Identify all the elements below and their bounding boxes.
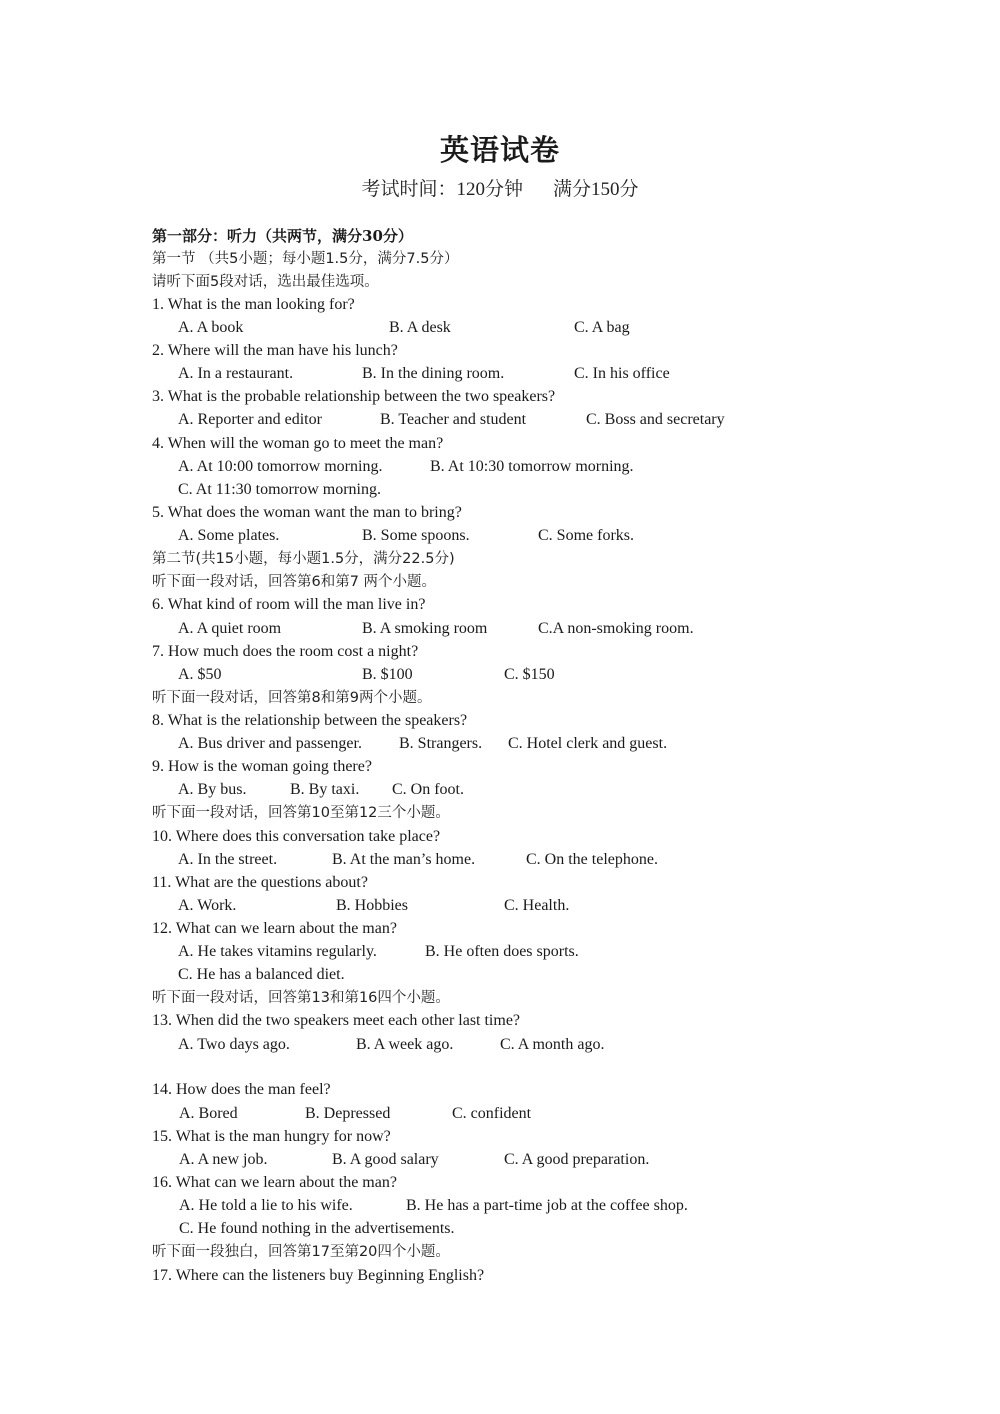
option-3a: A. Reporter and editor	[178, 411, 322, 428]
option-7c: C. $150	[504, 666, 555, 683]
option-1c: C. A bag	[574, 319, 630, 336]
option-16b: B. He has a part-time job at the coffee shop.	[406, 1197, 688, 1214]
question-10: 10. Where does this conversation take place?	[152, 828, 441, 845]
option-10c: C. On the telephone.	[526, 851, 658, 868]
option-14a: A. Bored	[179, 1105, 238, 1122]
group-instruction-10-12: 听下面一段对话，回答第10至第12三个小题。	[152, 805, 450, 821]
group-instruction-13-16: 听下面一段对话，回答第13和第16四个小题。	[152, 990, 450, 1006]
option-5c: C. Some forks.	[538, 527, 634, 544]
option-6b: B. A smoking room	[362, 620, 488, 637]
question-11: 11. What are the questions about?	[152, 874, 368, 891]
option-12a: A. He takes vitamins regularly.	[178, 943, 377, 960]
option-10b: B. At the man’s home.	[332, 851, 476, 868]
question-5: 5. What does the woman want the man to bring?	[152, 504, 462, 521]
question-14: 14. How does the man feel?	[152, 1081, 331, 1098]
option-6c: C.A non-smoking room.	[538, 620, 694, 637]
question-16: 16. What can we learn about the man?	[152, 1174, 397, 1191]
option-15b: B. A good salary	[332, 1151, 439, 1168]
group-instruction-8-9: 听下面一段对话，回答第8和第9两个小题。	[152, 690, 432, 706]
option-12c: C. He has a balanced diet.	[178, 966, 345, 983]
option-9a: A. By bus.	[178, 781, 247, 798]
option-16c: C. He found nothing in the advertisements.	[179, 1220, 455, 1237]
question-17: 17. Where can the listeners buy Beginning English?	[152, 1267, 485, 1284]
section1-heading: 第一节 （共5小题；每小题1.5分，满分7.5分）	[152, 251, 459, 267]
option-15a: A. A new job.	[179, 1151, 268, 1168]
option-2a: A. In a restaurant.	[178, 365, 294, 382]
option-2b: B. In the dining room.	[362, 365, 505, 382]
exam-time: 考试时间：120分钟	[361, 179, 523, 200]
question-7: 7. How much does the room cost a night?	[152, 643, 419, 660]
option-4a: A. At 10:00 tomorrow morning.	[178, 458, 383, 475]
question-8: 8. What is the relationship between the speakers?	[152, 712, 468, 729]
option-10a: A. In the street.	[178, 851, 278, 868]
exam-title: 英语试卷	[439, 133, 560, 167]
option-16a: A. He told a lie to his wife.	[179, 1197, 353, 1214]
question-6: 6. What kind of room will the man live in?	[152, 596, 426, 613]
option-11a: A. Work.	[178, 897, 237, 914]
option-4b: B. At 10:30 tomorrow morning.	[430, 458, 634, 475]
group-instruction-17-20: 听下面一段独白，回答第17至第20四个小题。	[152, 1244, 450, 1260]
question-2: 2. Where will the man have his lunch?	[152, 342, 398, 359]
section1-instruction: 请听下面5段对话，选出最佳选项。	[152, 274, 379, 290]
question-3: 3. What is the probable relationship between the two speakers?	[152, 388, 556, 405]
option-11c: C. Health.	[504, 897, 570, 914]
part1-heading: 第一部分：听力（共两节，满分30分）	[152, 227, 413, 245]
option-13b: B. A week ago.	[356, 1036, 454, 1053]
option-11b: B. Hobbies	[336, 897, 408, 914]
option-7a: A. $50	[178, 666, 222, 683]
option-5a: A. Some plates.	[178, 527, 280, 544]
option-9b: B. By taxi.	[290, 781, 360, 798]
option-14b: B. Depressed	[305, 1105, 391, 1122]
option-13c: C. A month ago.	[500, 1036, 605, 1053]
question-15: 15. What is the man hungry for now?	[152, 1128, 391, 1145]
exam-info	[0, 174, 1000, 201]
option-3c: C. Boss and secretary	[586, 411, 725, 428]
option-13a: A. Two days ago.	[178, 1036, 290, 1053]
option-5b: B. Some spoons.	[362, 527, 470, 544]
full-score: 满分150分	[553, 179, 639, 200]
option-15c: C. A good preparation.	[504, 1151, 650, 1168]
option-2c: C. In his office	[574, 365, 670, 382]
option-12b: B. He often does sports.	[425, 943, 579, 960]
section2-heading: 第二节(共15小题，每小题1.5分，满分22.5分)	[152, 551, 455, 567]
option-6a: A. A quiet room	[178, 620, 282, 637]
option-1a: A. A book	[178, 319, 244, 336]
group-instruction-6-7: 听下面一段对话，回答第6和第7 两个小题。	[152, 574, 437, 590]
question-12: 12. What can we learn about the man?	[152, 920, 397, 937]
option-3b: B. Teacher and student	[380, 411, 527, 428]
option-9c: C. On foot.	[392, 781, 464, 798]
option-4c: C. At 11:30 tomorrow morning.	[178, 481, 381, 498]
question-9: 9. How is the woman going there?	[152, 758, 372, 775]
question-4: 4. When will the woman go to meet the man?	[152, 435, 444, 452]
option-1b: B. A desk	[389, 319, 451, 336]
option-8a: A. Bus driver and passenger.	[178, 735, 362, 752]
option-8b: B. Strangers.	[399, 735, 483, 752]
option-8c: C. Hotel clerk and guest.	[508, 735, 668, 752]
option-7b: B. $100	[362, 666, 413, 683]
question-13: 13. When did the two speakers meet each other last time?	[152, 1012, 521, 1029]
option-14c: C. confident	[452, 1105, 532, 1122]
question-1: 1. What is the man looking for?	[152, 296, 355, 313]
